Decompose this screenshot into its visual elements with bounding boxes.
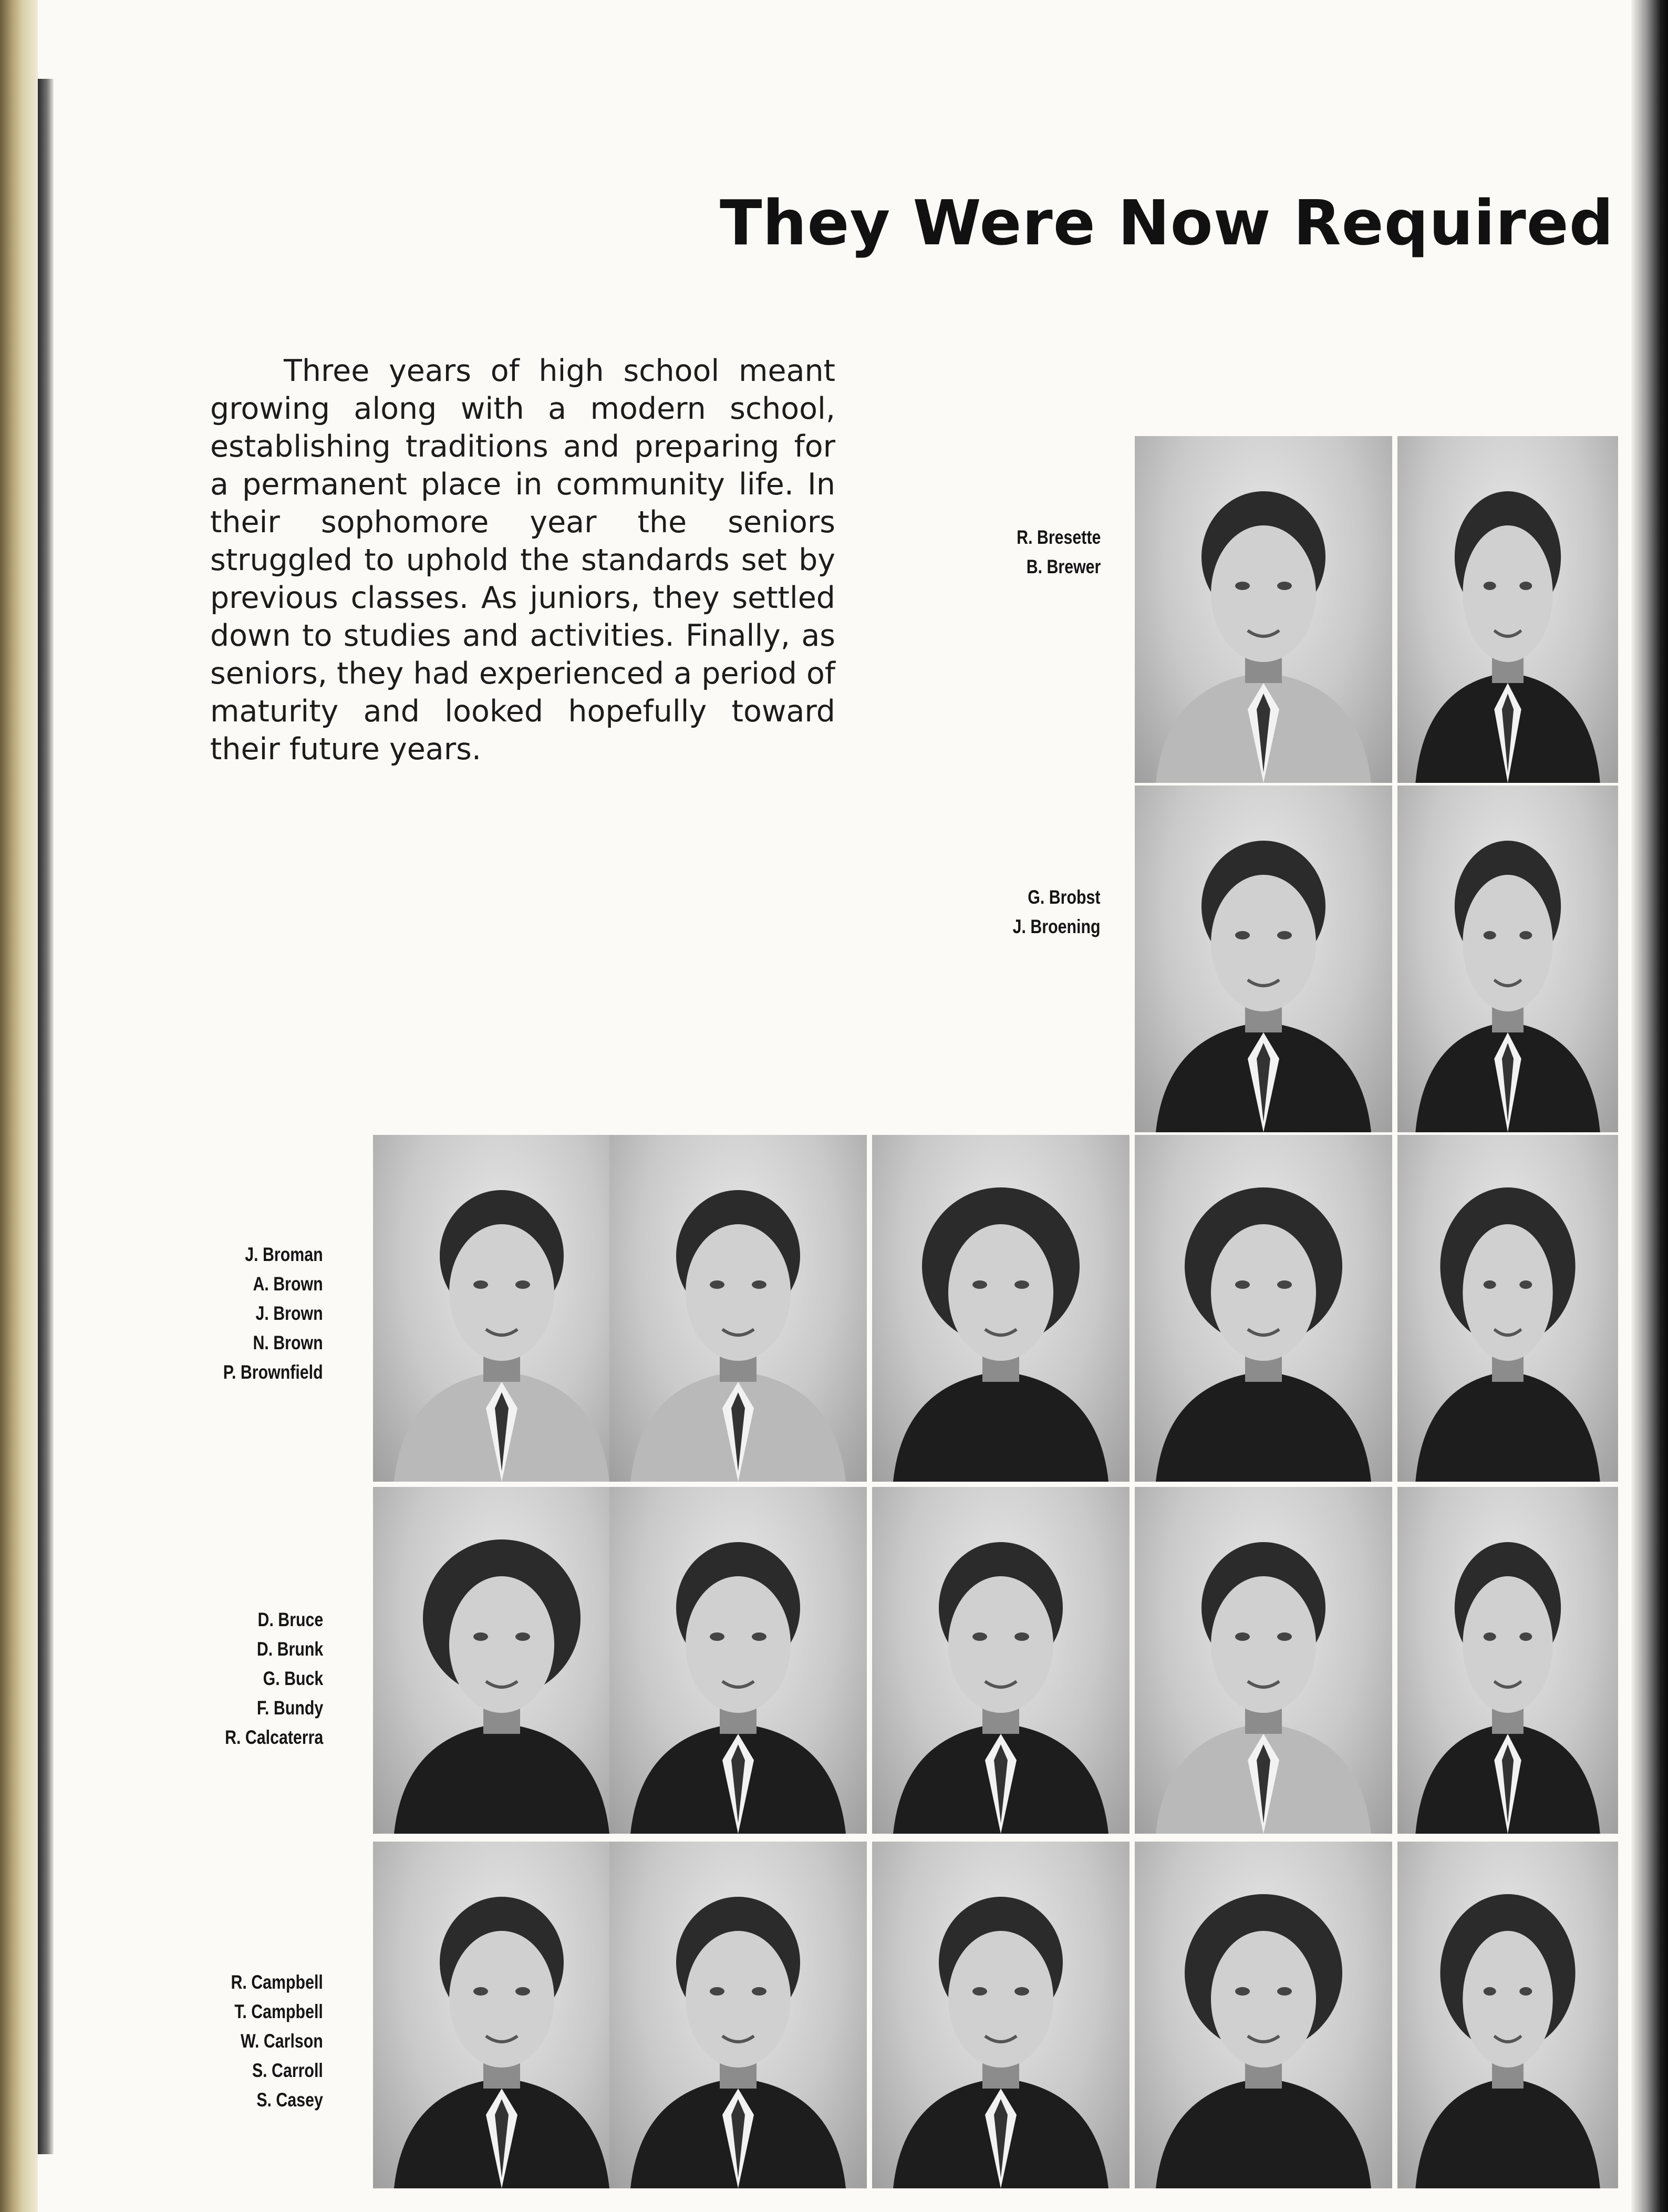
student-name: D. Brunk [256, 1638, 323, 1660]
portrait-silhouette [872, 1135, 1130, 1482]
student-portrait [1397, 1135, 1618, 1482]
student-name: W. Carlson [241, 2030, 323, 2052]
student-portrait [1135, 1135, 1392, 1482]
student-portrait [872, 1842, 1130, 2188]
portrait-silhouette [609, 1842, 867, 2188]
student-name: J. Broening [1013, 916, 1101, 937]
student-portrait [609, 1135, 867, 1482]
portrait-silhouette [1397, 1842, 1618, 2188]
student-name: J. Brown [255, 1303, 323, 1324]
student-portrait [373, 1842, 630, 2188]
portrait-silhouette [1135, 1487, 1392, 1834]
name-list-row-4 [225, 1605, 323, 1752]
portrait-silhouette [1135, 785, 1392, 1132]
student-name: S. Casey [256, 2089, 323, 2111]
name-list-row-2 [1013, 883, 1101, 942]
student-portrait [1397, 1487, 1618, 1834]
student-name: F. Bundy [256, 1697, 323, 1719]
student-portrait [872, 1487, 1130, 1834]
student-name: G. Brobst [1028, 886, 1101, 908]
portrait-silhouette [373, 1135, 630, 1482]
book-binding [0, 0, 38, 2212]
student-name: R. Campbell [231, 1971, 323, 1993]
student-name: A. Brown [253, 1273, 323, 1295]
student-portrait [1135, 1487, 1392, 1834]
student-portrait [1135, 1842, 1392, 2188]
portrait-silhouette [872, 1842, 1130, 2188]
student-name: G. Buck [263, 1668, 323, 1689]
name-list-row-3 [223, 1240, 323, 1387]
student-portrait [1397, 1842, 1618, 2188]
portrait-silhouette [872, 1487, 1130, 1834]
page-edge [1631, 0, 1668, 2212]
portrait-silhouette [1135, 436, 1392, 783]
portrait-silhouette [1135, 1842, 1392, 2188]
student-name: T. Campbell [234, 2001, 323, 2022]
student-name: J. Broman [245, 1244, 323, 1265]
student-portrait [373, 1135, 630, 1482]
student-portrait [872, 1135, 1130, 1482]
portrait-silhouette [1135, 1135, 1392, 1482]
student-name: D. Bruce [257, 1609, 323, 1630]
portrait-silhouette [609, 1135, 867, 1482]
portrait-silhouette [373, 1487, 630, 1834]
name-list-row-5 [231, 1968, 323, 2115]
portrait-silhouette [1397, 436, 1618, 783]
student-name: N. Brown [253, 1332, 323, 1353]
student-portrait [373, 1487, 630, 1834]
student-name: B. Brewer [1026, 556, 1101, 577]
student-name: S. Carroll [252, 2060, 323, 2081]
student-portrait [1135, 436, 1392, 783]
student-portrait [1135, 785, 1392, 1132]
page-title: They Were Now Required [720, 187, 1614, 259]
portrait-silhouette [373, 1842, 630, 2188]
intro-paragraph: Three years of high school meant growing along with a modern school, establishing traditions and preparing for a permanent place in community life. In their sophomore year the seniors struggled to uphold the standards set by previous classes. As juniors, they settled down to studies and activities. Finally, as seniors, they had experienced a period of maturity and looked hopefully toward their future years. [210, 354, 835, 767]
spine-shadow [38, 79, 54, 2154]
student-name: R. Calcaterra [224, 1727, 323, 1748]
name-list-row-1 [1017, 523, 1101, 582]
student-portrait [1397, 785, 1618, 1132]
portrait-silhouette [1397, 785, 1618, 1132]
portrait-silhouette [1397, 1487, 1618, 1834]
portrait-silhouette [1397, 1135, 1618, 1482]
student-portrait [1397, 436, 1618, 783]
student-portrait [609, 1842, 867, 2188]
student-portrait [609, 1487, 867, 1834]
portrait-silhouette [609, 1487, 867, 1834]
student-name: P. Brownfield [223, 1361, 323, 1383]
student-name: R. Bresette [1016, 526, 1101, 548]
